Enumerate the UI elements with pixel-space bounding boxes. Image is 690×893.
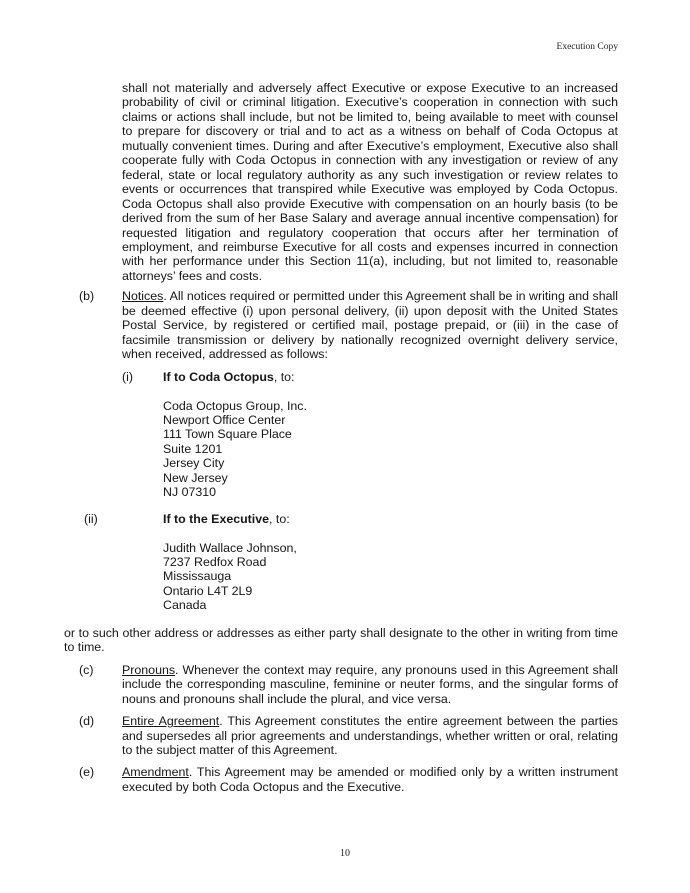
address-line: Mississauga: [163, 569, 232, 584]
clause-b-text: . All notices required or permitted under this Agreement shall be in writing and shall be deemed effective (i) upon personal delivery, (ii) upon deposit with the United States Postal Service, by registered or certified mail, postage prepaid, or (iii) in the case of facsimile transmission or delivery by nationally recognized overnight delivery service, when received, addressed as follows:: [122, 289, 618, 362]
clause-e-amendment: [79, 765, 618, 794]
clause-e-title: Amendment: [122, 765, 189, 780]
clause-d-title: Entire Agreement: [122, 714, 220, 729]
notice-party-ii-heading-bold: If to the Executive: [163, 511, 270, 526]
clause-d-label: (d): [79, 714, 95, 729]
notice-party-i-label: (i): [122, 369, 134, 384]
clause-c-pronouns: [79, 662, 618, 706]
notice-party-i-heading-suffix: , to:: [273, 369, 295, 384]
notice-party-i-heading: [163, 370, 618, 384]
clause-c-title: Pronouns: [122, 662, 176, 677]
address-line: Ontario L4T 2L9: [163, 583, 253, 598]
clause-e-label: (e): [79, 765, 95, 780]
clause-b-notices: [79, 289, 618, 362]
address-line: Newport Office Center: [163, 412, 286, 427]
address-line: 7237 Redfox Road: [163, 555, 267, 570]
clause-b-title: Notices: [122, 289, 164, 304]
paragraph-11a-continuation: shall not materially and adversely affect Executive or expose Executive to an increased probability of civil or criminal litigation. Executive’s cooperation in connection with such claims or actions shall include, but not be limited to, being available to meet with counsel to prepare for discovery or trial and to act as a witness on behalf of Coda Octopus at mutually convenient times. During and after Executive’s employment, Executive also shall cooperate fully with Coda Octopus in connection with any investigation or review of any federal, state or local regulatory authority as any such investigation or review relates to events or occurrences that transpired while Executive was employed by Coda Octopus. Coda Octopus shall also provide Executive with compensation on an hourly basis (to be derived from the sum of her Base Salary and average annual incentive compensation) for requested litigation and regulatory cooperation that occurs after her termination of employment, and reimburse Executive for all costs and expenses incurred in connection with her performance under this Section 11(a), including, but not limited to, reasonable attorneys’ fees and costs.: [122, 81, 618, 283]
address-line: New Jersey: [163, 470, 228, 485]
document-body: [0, 81, 690, 794]
address-line: Judith Wallace Johnson,: [163, 540, 297, 555]
address-line: NJ 07310: [163, 485, 217, 500]
execution-copy-label: Execution Copy: [556, 42, 618, 52]
clause-b-label: (b): [79, 289, 95, 304]
notice-party-ii-heading-suffix: , to:: [269, 511, 290, 526]
notice-party-ii-heading: [163, 512, 618, 526]
address-line: Jersey City: [163, 456, 225, 471]
notice-party-executive: [84, 511, 618, 613]
clause-e-text: . This Agreement may be amended or modified only by a written instrument executed by both Coda Octopus and the Executive.: [122, 765, 618, 794]
notice-party-coda-octopus: [122, 369, 618, 500]
page-number: 10: [340, 848, 350, 859]
clause-c-label: (c): [79, 662, 94, 677]
notice-party-i-heading-bold: If to Coda Octopus: [163, 369, 274, 384]
clause-d-entire-agreement: [79, 714, 618, 757]
notice-party-ii-label: (ii): [84, 511, 98, 526]
notice-party-ii-address: [163, 541, 618, 613]
address-change-note: or to such other address or addresses as either party shall designate to the other in writing from time to time.: [64, 625, 618, 655]
address-line: Canada: [163, 598, 207, 613]
notice-party-i-address: [163, 399, 618, 500]
clause-c-text: . Whenever the context may require, any pronouns used in this Agreement shall include the corresponding masculine, feminine or neuter forms, and the singular forms of nouns and pronouns shall include the plural, and vice versa.: [122, 662, 618, 706]
address-line: Suite 1201: [163, 441, 223, 456]
address-line: 111 Town Square Place: [163, 427, 292, 442]
clause-d-text: . This Agreement constitutes the entire agreement between the parties and supersedes all prior agreements and understandings, whether written or oral, relating to the subject matter of this Agreement.: [122, 714, 618, 757]
address-line: Coda Octopus Group, Inc.: [163, 398, 307, 413]
